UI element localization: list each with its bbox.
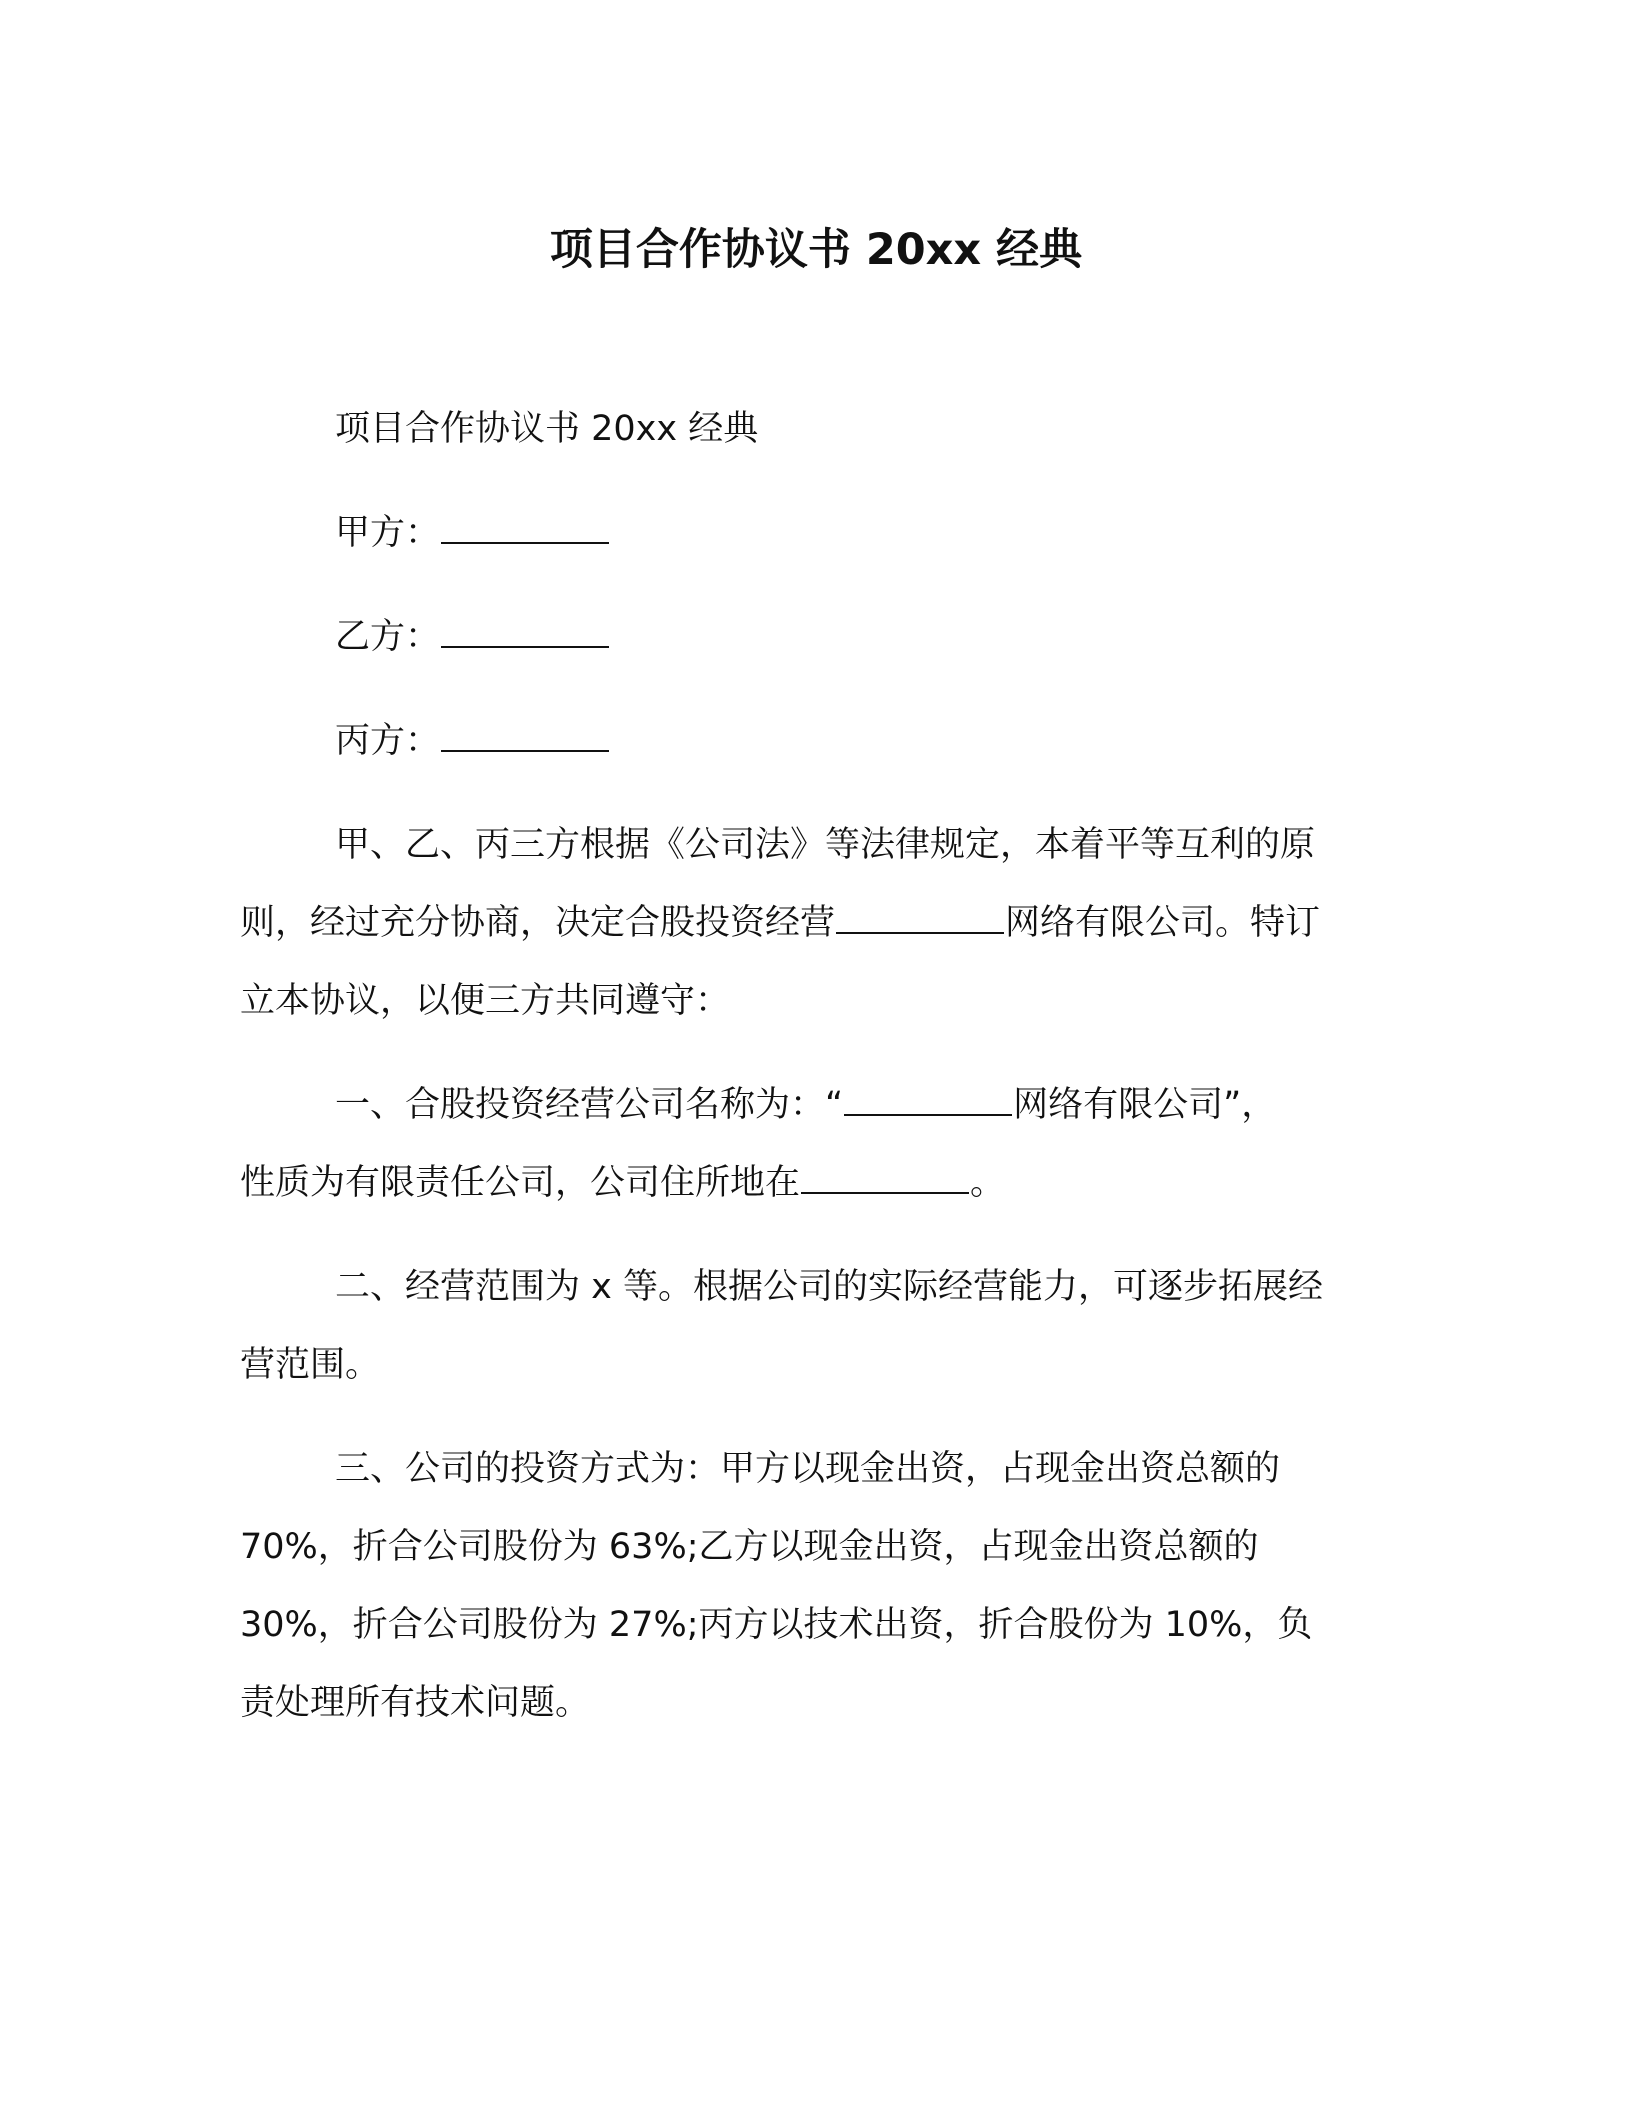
party-c-line: [240, 702, 1380, 780]
party-a-label: 甲方：: [335, 513, 441, 553]
party-a-blank: [441, 516, 609, 544]
text-segment: 网络有限公司。特订: [1005, 903, 1321, 943]
text-segment: 则，经过充分协商，决定合股投资经营: [240, 903, 836, 943]
paragraph-line: [240, 884, 1380, 962]
paragraph-line: 营范围。: [240, 1345, 381, 1385]
party-c-blank: [441, 724, 609, 752]
address-blank: [801, 1166, 969, 1194]
party-c-label: 丙方：: [335, 721, 441, 761]
paragraph-line: [240, 1144, 1380, 1222]
party-b-blank: [441, 620, 609, 648]
preamble-paragraph: [240, 806, 1380, 1040]
clause-1-paragraph: [240, 1066, 1380, 1222]
party-b-line: [240, 598, 1380, 676]
paragraph-line: 三、公司的投资方式为：甲方以现金出资，占现金出资总额的: [335, 1449, 1281, 1489]
paragraph-line: [240, 1066, 1380, 1144]
paragraph-line: 30%，折合公司股份为 27%;丙方以技术出资，折合股份为 10%，负: [240, 1605, 1313, 1645]
text-segment: 。: [970, 1163, 1006, 1203]
document-body: [240, 390, 1380, 1742]
paragraph-line: 二、经营范围为 x 等。根据公司的实际经营能力，可逐步拓展经: [335, 1267, 1323, 1307]
party-b-label: 乙方：: [335, 617, 441, 657]
clause-2-paragraph: [240, 1248, 1380, 1404]
company-name-blank: [844, 1088, 1012, 1116]
document-title: 项目合作协议书 20xx 经典: [549, 225, 1083, 275]
paragraph-line: 责处理所有技术问题。: [240, 1683, 591, 1723]
clause-3-paragraph: [240, 1430, 1380, 1742]
text-segment: 一、合股投资经营公司名称为：“: [335, 1085, 844, 1125]
party-a-line: [240, 494, 1380, 572]
text-segment: 网络有限公司”，: [1013, 1085, 1277, 1125]
paragraph-line: 立本协议，以便三方共同遵守：: [240, 981, 731, 1021]
company-name-blank: [836, 906, 1004, 934]
document-subtitle: 项目合作协议书 20xx 经典: [335, 409, 759, 449]
paragraph-line: 甲、乙、丙三方根据《公司法》等法律规定，本着平等互利的原: [335, 825, 1316, 865]
paragraph-line: 70%，折合公司股份为 63%;乙方以现金出资，占现金出资总额的: [240, 1527, 1259, 1567]
text-segment: 性质为有限责任公司，公司住所地在: [240, 1163, 801, 1203]
